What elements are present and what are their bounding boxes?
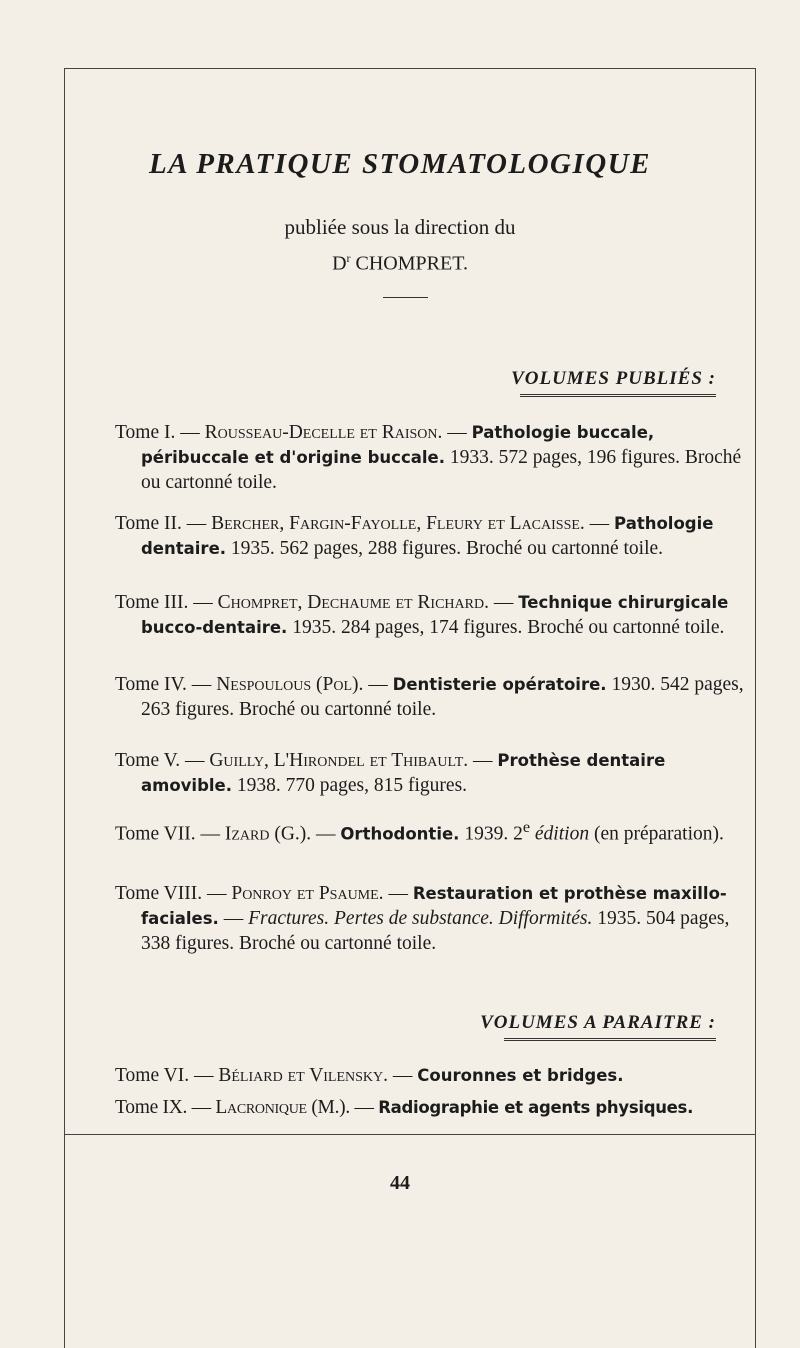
published-entry-1: Tome I. — Rousseau-Decelle et Raison. — Pathologie buccale, péribuccale et d'origine buccale. 1933. 572 pages, 196 figures. Broché ou cartonné toile.	[115, 422, 742, 493]
published-entry-2: Tome II. — Bercher, Fargin-Fayolle, Fleury et Lacaisse. — Pathologie dentaire. 1935. 562 pages, 288 figures. Broché ou cartonné toile.	[115, 513, 714, 559]
published-heading: VOLUMES PUBLIÉS :	[511, 368, 716, 389]
published-heading-rule	[520, 394, 716, 397]
published-entry-5: Tome V. — Guilly, L'Hirondel et Thibault. — Prothèse dentaire amovible. 1938. 770 pages, 815 figures.	[115, 750, 666, 796]
published-entry-3: Tome III. — Chompret, Dechaume et Richard. — Technique chirurgicale bucco-dentaire. 1935. 284 pages, 174 figures. Broché ou cartonné toile.	[115, 592, 729, 638]
forthcoming-entry-9: Tome IX. — Lacronique (M.). — Radiographie et agents physiques.	[115, 1097, 694, 1118]
published-entry-7: Tome VII. — Izard (G.). — Orthodontie. 1939. 2e édition (en préparation).	[115, 818, 724, 845]
page-number: 44	[390, 1172, 410, 1194]
series-title: LA PRATIQUE STOMATOLOGIQUE	[148, 148, 652, 180]
forthcoming-entry-6: Tome VI. — Béliard et Vilensky. — Couronnes et bridges.	[115, 1065, 624, 1086]
forthcoming-heading: VOLUMES A PARAITRE :	[480, 1012, 716, 1033]
title-divider	[383, 297, 428, 298]
published-entry-8: Tome VIII. — Ponroy et Psaume. — Restauration et prothèse maxillo-faciales. — Fractures. Pertes de substance. Difformités. 1935. 504 pages, 338 figures. Broché ou cartonné toile.	[115, 883, 730, 954]
published-entry-4: Tome IV. — Nespoulous (Pol). — Dentisterie opératoire. 1930. 542 pages, 263 figures. Broché ou cartonné toile.	[115, 674, 744, 720]
forthcoming-heading-rule	[504, 1038, 716, 1041]
series-subtitle: publiée sous la direction du	[284, 215, 516, 239]
page-frame-bottom-rule	[64, 1134, 756, 1135]
series-director: $D^r$ CHOMPRET.	[332, 251, 468, 275]
